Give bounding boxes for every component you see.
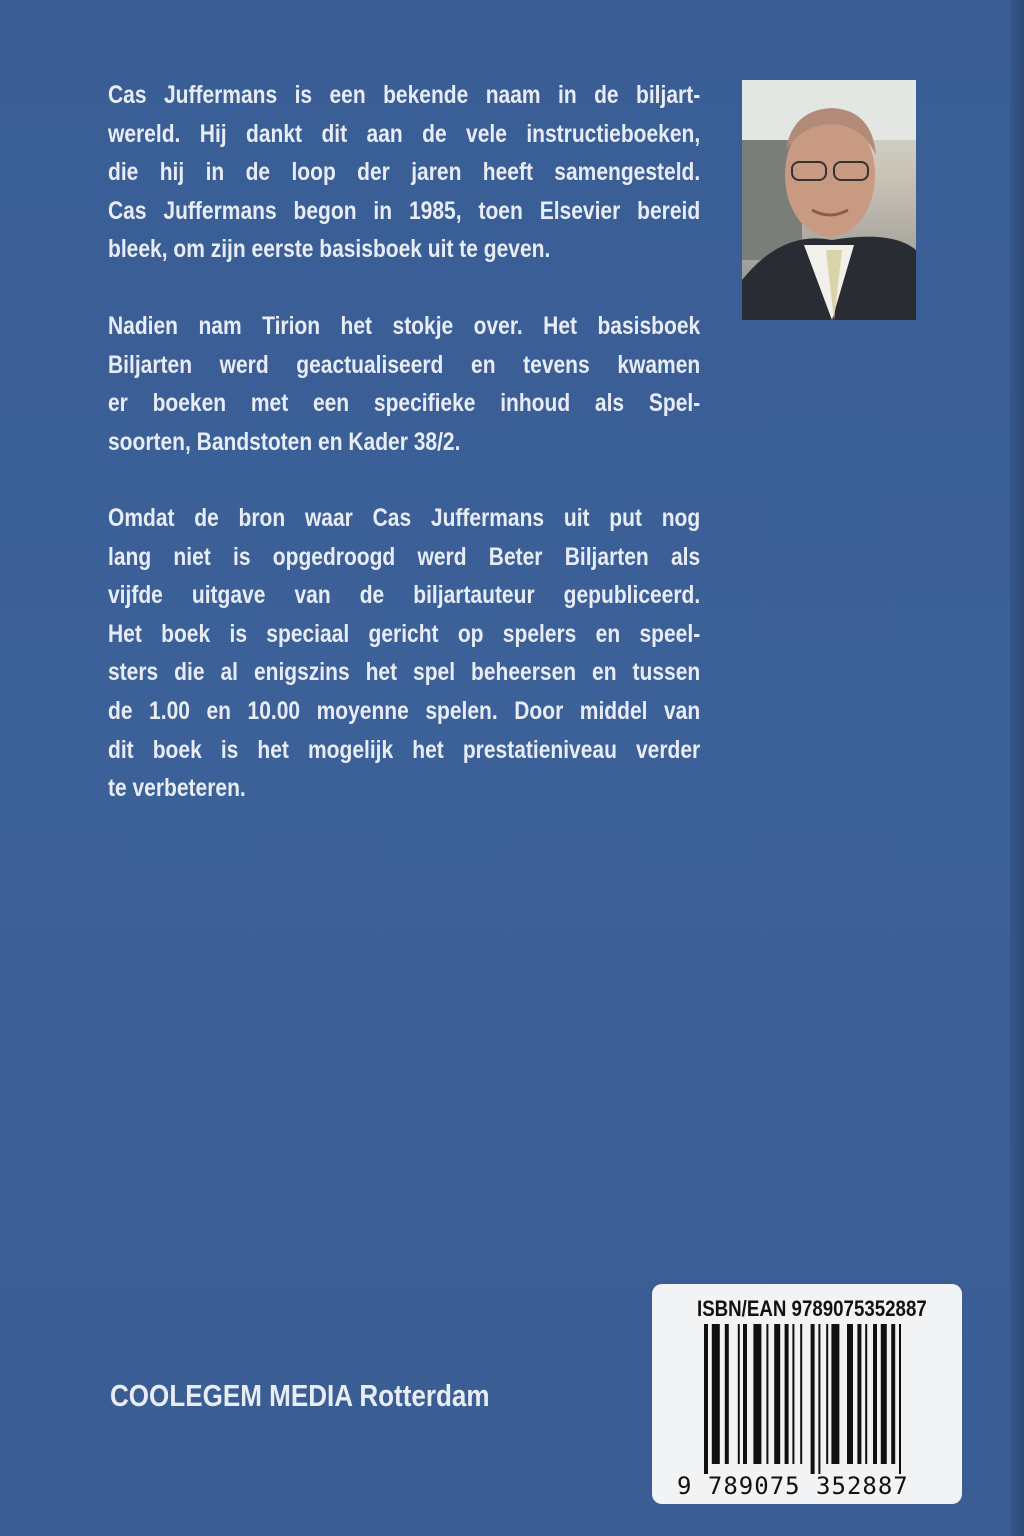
paragraph-line: te verbeteren. — [108, 774, 246, 803]
barcode-label — [652, 1284, 962, 1504]
barcode-bar — [800, 1324, 802, 1464]
barcode-bar — [899, 1324, 901, 1474]
paragraph-line: vijfde uitgave van de biljartauteur gepubliceerd. — [108, 581, 701, 610]
barcode-bar — [826, 1324, 828, 1464]
barcode-bar — [873, 1324, 877, 1464]
book-spine-edge — [1010, 0, 1024, 1536]
paragraph-line: Cas Juffermans begon in 1985, toen Elsevier bereid — [108, 196, 701, 225]
paragraph-line: er boeken met een specifieke inhoud als Spel- — [108, 389, 701, 418]
barcode-bar — [766, 1324, 768, 1464]
paragraph-line: soorten, Bandstoten en Kader 38/2. — [108, 427, 461, 456]
paragraph-1 — [108, 76, 700, 269]
paragraph-line: sters die al enigszins het spel beheersen en tussen — [108, 658, 701, 687]
barcode-bar — [785, 1324, 789, 1464]
paragraph-3 — [108, 499, 700, 808]
paragraph-line: Het boek is speciaal gericht op spelers en speel- — [108, 619, 701, 648]
barcode-bar — [738, 1324, 740, 1464]
barcode-bar — [831, 1324, 839, 1464]
paragraph-line: Biljarten werd geactualiseerd en tevens kwamen — [108, 350, 701, 379]
barcode-bar — [743, 1324, 747, 1464]
paragraph-line: die hij in de loop der jaren heeft samengesteld. — [108, 158, 701, 187]
barcode-bar — [857, 1324, 861, 1464]
barcode-bar — [712, 1324, 720, 1464]
barcode-bar — [792, 1324, 794, 1464]
barcode-icon — [704, 1324, 954, 1479]
paragraph-line: wereld. Hij dankt dit aan de vele instructieboeken, — [108, 119, 701, 148]
paragraph-line: bleek, om zijn eerste basisboek uit te geven. — [108, 235, 551, 264]
barcode-bar — [725, 1324, 729, 1464]
barcode-bar — [818, 1324, 820, 1474]
paragraph-line: Omdat de bron waar Cas Juffermans uit put nog — [108, 504, 701, 532]
paragraph-line: lang niet is opgedroogd werd Beter Biljarten als — [108, 542, 701, 571]
paragraph-line: Cas Juffermans is een bekende naam in de biljart- — [108, 81, 701, 109]
barcode-bar — [891, 1324, 895, 1464]
barcode-bar — [811, 1324, 815, 1474]
barcode-bar — [704, 1324, 708, 1474]
barcode-bar — [847, 1324, 853, 1464]
paragraph-line: dit boek is het mogelijk het prestatieniveau verder — [108, 735, 701, 764]
paragraph-2 — [108, 307, 700, 461]
barcode-bar — [865, 1324, 867, 1464]
barcode-bar — [881, 1324, 887, 1464]
barcode-bar — [753, 1324, 761, 1464]
isbn-text: ISBN/EAN 9789075352887 — [697, 1296, 927, 1321]
paragraph-line: Nadien nam Tirion het stokje over. Het basisboek — [108, 312, 701, 340]
barcode-digits: 9 789075 352887 — [677, 1472, 909, 1500]
publisher-name: COOLEGEM MEDIA Rotterdam — [110, 1378, 490, 1413]
paragraph-line: de 1.00 en 10.00 moyenne spelen. Door middel van — [108, 696, 701, 725]
author-photo — [742, 80, 916, 320]
barcode-bar — [774, 1324, 780, 1464]
